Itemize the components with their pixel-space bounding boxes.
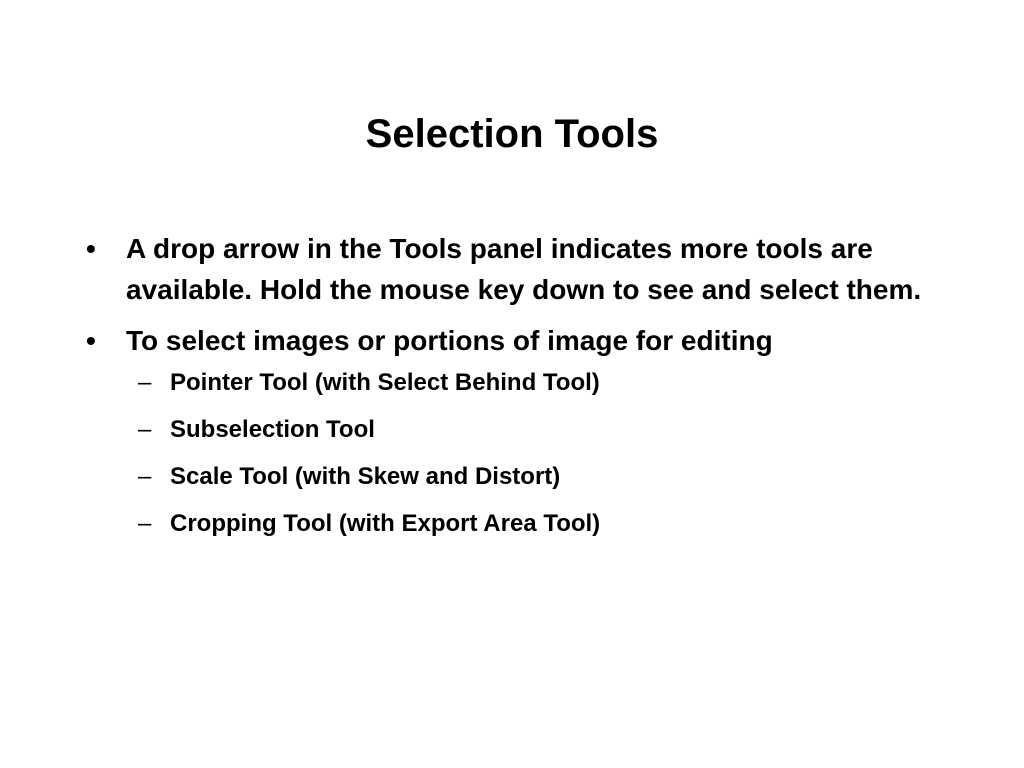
sub-bullet-text: Subselection Tool [170, 416, 375, 443]
dash-marker: – [138, 416, 152, 443]
slide-title: Selection Tools [365, 112, 659, 156]
sub-bullet-item [126, 459, 944, 494]
bullet-item [84, 228, 944, 310]
bullet-item [84, 320, 944, 541]
sub-bullet-list [126, 365, 944, 541]
bullet-text: To select images or portions of image for editing [126, 325, 773, 356]
sub-bullet-text: Scale Tool (with Skew and Distort) [170, 463, 561, 490]
dash-marker: – [138, 463, 152, 490]
bullet-marker: • [86, 233, 96, 264]
sub-bullet-item [126, 365, 944, 400]
bullet-marker: • [86, 325, 96, 356]
bullet-list [84, 228, 944, 553]
sub-bullet-text: Cropping Tool (with Export Area Tool) [170, 510, 601, 537]
sub-bullet-text: Pointer Tool (with Select Behind Tool) [170, 369, 600, 396]
bullet-text: A drop arrow in the Tools panel indicates more tools are available. Hold the mouse key down to see and select them. [126, 233, 922, 305]
sub-bullet-item [126, 506, 944, 541]
sub-bullet-item [126, 412, 944, 447]
dash-marker: – [138, 510, 152, 537]
dash-marker: – [138, 369, 152, 396]
